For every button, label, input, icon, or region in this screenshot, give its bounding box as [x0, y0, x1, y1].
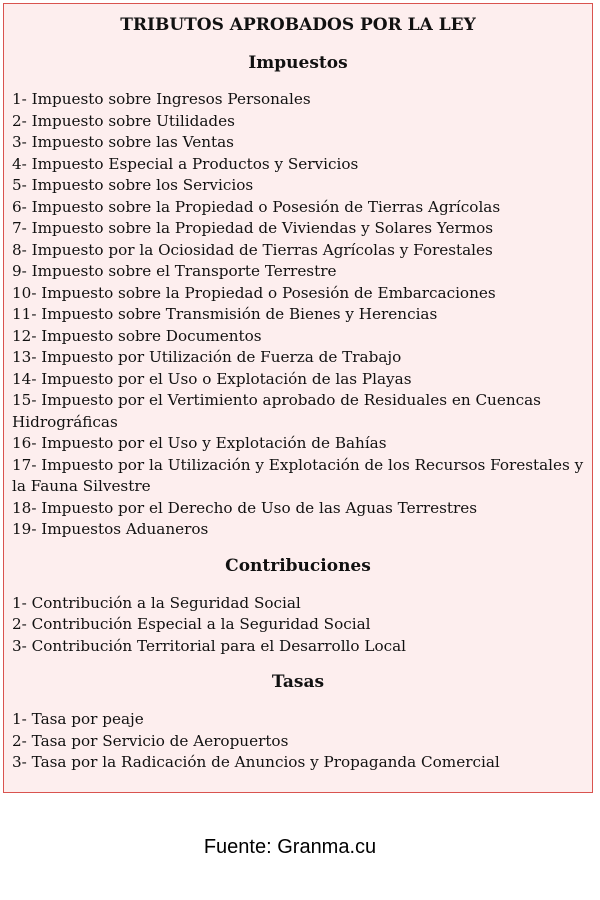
list-item: 12- Impuesto sobre Documentos [12, 326, 262, 345]
list-item: 15- Impuesto por el Vertimiento aprobado de Residuales en Cuencas Hidrográficas [12, 391, 541, 431]
list-item: 5- Impuesto sobre los Servicios [12, 176, 254, 194]
section-heading-impuestos: Impuestos [248, 53, 348, 73]
list-item: 2- Tasa por Servicio de Aeropuertos [12, 731, 289, 750]
tributos-box [3, 3, 593, 793]
list-item: 3- Contribución Territorial para el Desarrollo Local [12, 636, 407, 655]
list-item: 3- Impuesto sobre las Ventas [12, 133, 234, 151]
list-item: 4- Impuesto Especial a Productos y Servicios [12, 154, 359, 173]
list-item: 19- Impuestos Aduaneros [12, 520, 209, 538]
list-item: 17- Impuesto por la Utilización y Explotación de los Recursos Forestales y la Fauna Silvestre [12, 455, 584, 495]
list-item: 10- Impuesto sobre la Propiedad o Posesión de Embarcaciones [12, 283, 496, 302]
list-item: 6- Impuesto sobre la Propiedad o Posesión de Tierras Agrícolas [12, 197, 501, 216]
list-item: 1- Tasa por peaje [12, 710, 144, 728]
source-caption: Fuente: Granma.cu [203, 836, 377, 858]
list-item: 8- Impuesto por la Ociosidad de Tierras Agrícolas y Forestales [12, 240, 493, 259]
section-heading-tasas: Tasas [271, 672, 325, 692]
list-tasas [4, 709, 592, 774]
list-item: 14- Impuesto por el Uso o Explotación de las Playas [12, 369, 412, 388]
document-title: TRIBUTOS APROBADOS POR LA LEY [120, 15, 476, 35]
list-item: 2- Impuesto sobre Utilidades [12, 111, 235, 130]
list-item: 16- Impuesto por el Uso y Explotación de Bahías [12, 434, 387, 452]
list-item: 3- Tasa por la Radicación de Anuncios y Propaganda Comercial [12, 753, 500, 771]
list-contribuciones [4, 593, 592, 658]
list-item: 7- Impuesto sobre la Propiedad de Viviendas y Solares Yermos [12, 219, 494, 237]
section-heading-contribuciones: Contribuciones [225, 555, 371, 576]
list-item: 11- Impuesto sobre Transmisión de Bienes y Herencias [12, 305, 438, 323]
list-impuestos [4, 89, 592, 541]
list-item: 9- Impuesto sobre el Transporte Terrestre [12, 262, 337, 280]
list-item: 2- Contribución Especial a la Seguridad Social [12, 615, 371, 633]
list-item: 18- Impuesto por el Derecho de Uso de las Aguas Terrestres [12, 498, 478, 517]
list-item: 1- Impuesto sobre Ingresos Personales [12, 90, 311, 108]
list-item: 1- Contribución a la Seguridad Social [12, 593, 301, 612]
list-item: 13- Impuesto por Utilización de Fuerza de Trabajo [12, 348, 402, 366]
